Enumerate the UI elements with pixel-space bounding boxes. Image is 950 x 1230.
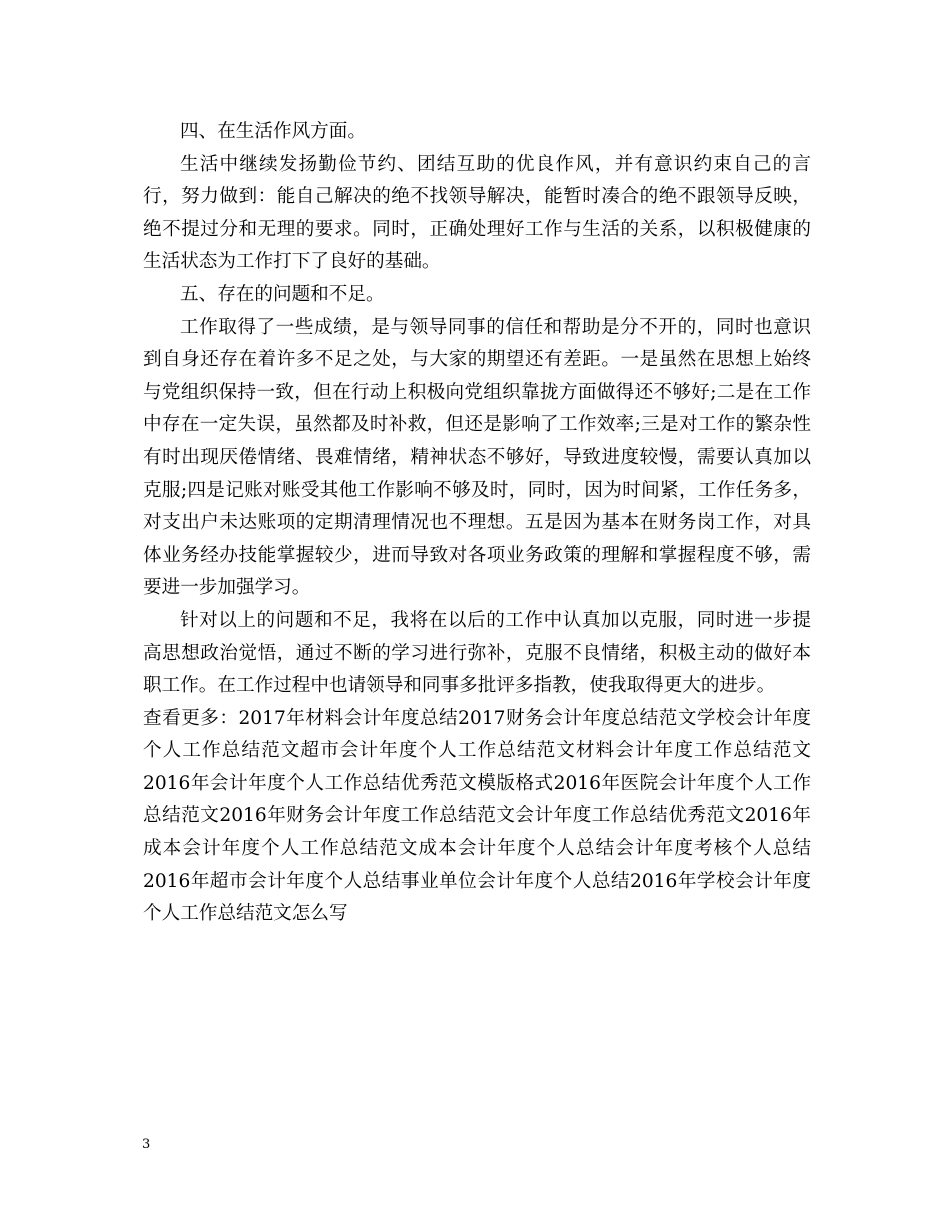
see-more-links[interactable]: 查看更多：2017年材料会计年度总结2017财务会计年度总结范文学校会计年度个人工作总结范文超市会计年度个人工作总结范文材料会计年度工作总结范文2016年会计年度个人工作总结优秀范文模版格式2016年医院会计年度个人工作总结范文2016年财务会计年度工作总结范文会计年度工作总结优秀范文2016年成本会计年度个人工作总结范文成本会计年度个人总结会计年度考核个人总结2016年超市会计年度个人总结事业单位会计年度个人总结2016年学校会计年度个人工作总结范文怎么写 [143,707,812,925]
section-five-heading: 五、存在的问题和不足。 [180,283,385,305]
document-body [143,116,811,931]
page-number: 3 [142,1137,151,1152]
section-four-paragraph: 生活中继续发扬勤俭节约、团结互助的优良作风，并有意识约束自己的言行，努力做到：能自己解决的绝不找领导解决，能暂时凑合的绝不跟领导反映，绝不提过分和无理的要求。同时，正确处理好工作与生活的关系，以积极健康的生活状态为工作打下了良好的基础。 [143,153,811,273]
closing-paragraph: 针对以上的问题和不足，我将在以后的工作中认真加以克服，同时进一步提高思想政治觉悟，通过不断的学习进行弥补，克服不良情绪，积极主动的做好本职工作。在工作过程中也请领导和同事多批评多指教，使我取得更大的进步。 [143,609,811,697]
section-four-heading: 四、在生活作风方面。 [180,121,366,142]
section-five-paragraph: 工作取得了一些成绩，是与领导同事的信任和帮助是分不开的，同时也意识到自身还存在着许多不足之处，与大家的期望还有差距。一是虽然在思想上始终与党组织保持一致，但在行动上积极向党组织靠拢方面做得还不够好;二是在工作中存在一定失误，虽然都及时补救，但还是影响了工作效率;三是对工作的繁杂性有时出现厌倦情绪、畏难情绪，精神状态不够好，导致进度较慢，需要认真加以克服;四是记账对账受其他工作影响不够及时，同时，因为时间紧，工作任务多，对支出户未达账项的定期清理情况也不理想。五是因为基本在财务岗工作，对具体业务经办技能掌握较少，进而导致对各项业务政策的理解和掌握程度不够，需要进一步加强学习。 [143,316,811,599]
